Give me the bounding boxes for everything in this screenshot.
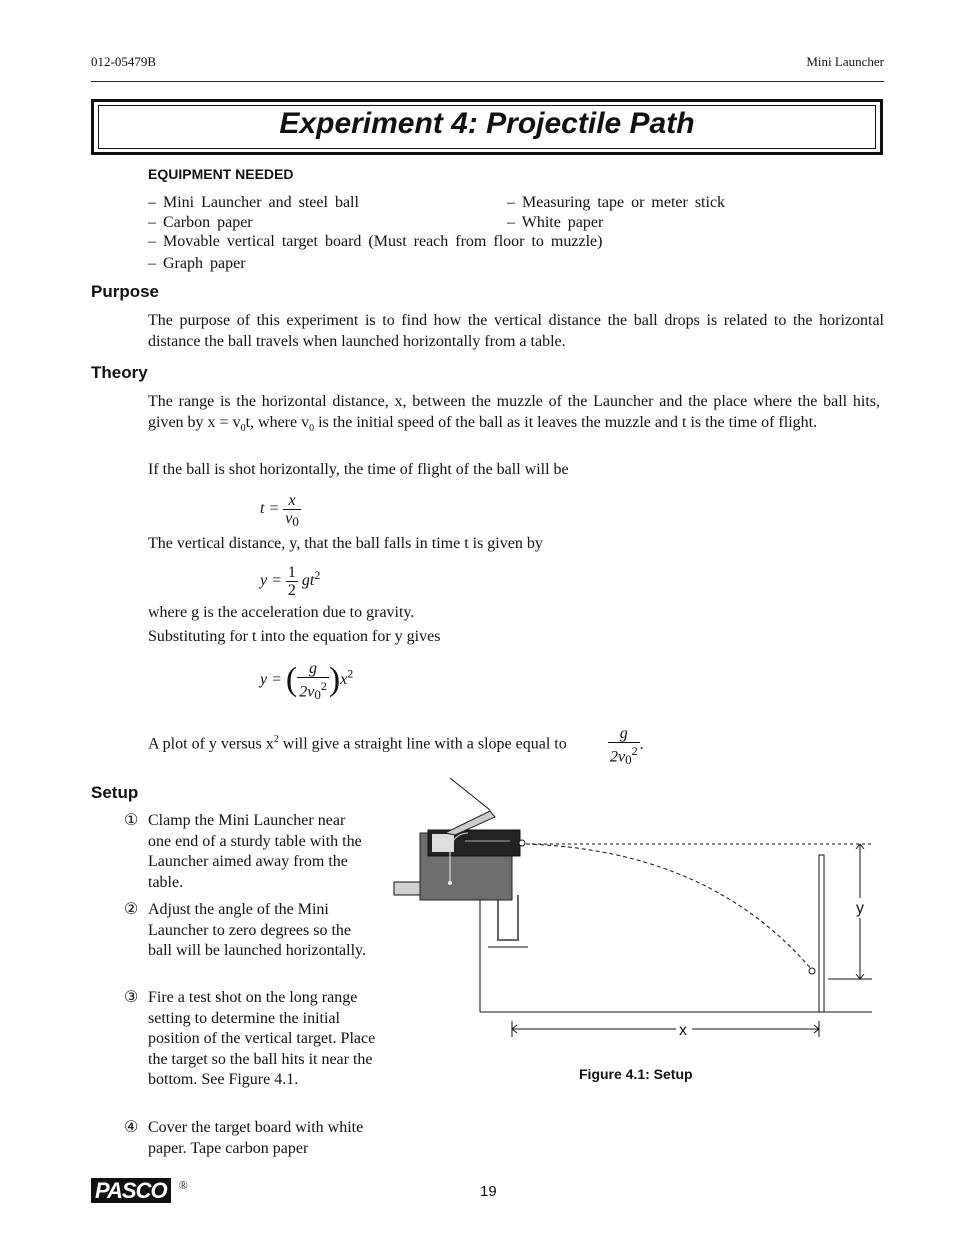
step-number: ③ [124,989,139,1006]
setup-figure [390,775,880,1050]
equation-term: x [340,670,348,688]
left-paren: ( [285,661,298,699]
fraction [608,725,640,768]
equipment-item: – Movable vertical target board (Must reach from floor to muzzle) [148,233,603,250]
setup-step [124,900,372,962]
step-text: Cover the target board with white paper. Tape carbon paper [148,1119,364,1157]
theory-paragraph-6 [148,730,567,755]
fraction [297,660,329,703]
equation-lhs: y = [260,572,282,590]
y-label: y [856,900,864,917]
equipment-item: – Graph paper [148,255,246,272]
setup-step [124,811,370,893]
theory-text: A plot of y versus x [148,735,274,753]
theory-paragraph-3: The vertical distance, y, that the ball falls in time t is given by [148,535,543,552]
theory-text: The range is the horizontal distance, x, between the muzzle of the Launcher and the place where the ball hits, given by x = v [148,393,880,431]
plumb-bob [448,881,452,885]
title-box [91,99,883,155]
equation-lhs: y = [260,670,282,688]
subscript: 0 [314,687,321,703]
equipment-item: – Mini Launcher and steel ball [148,194,359,211]
equation-drop [260,564,320,599]
denominator: 2v [610,748,626,766]
denominator: 2v [299,683,315,701]
superscript: 2 [273,734,279,745]
theory-text: will give a straight line with a slope equal to [278,735,567,753]
figure-caption: Figure 4.1: Setup [579,1066,693,1082]
theory-text: t, where v [245,413,310,431]
subscript: 0 [309,422,315,434]
logo-text: PASCO [91,1178,171,1203]
equipment-heading: EQUIPMENT NEEDED [148,166,294,182]
theory-paragraph-5: Substituting for t into the equation for y gives [148,628,441,645]
step-text: Adjust the angle of the Mini Launcher to zero degrees so the ball will be launched horizontally. [148,901,367,959]
step-number: ① [124,812,139,829]
equation-trajectory [260,660,354,703]
step-number: ④ [124,1119,139,1136]
step-text: Clamp the Mini Launcher near one end of a sturdy table with the Launcher aimed away from the table. [148,812,362,891]
superscript: 2 [314,567,321,582]
equipment-item: – Carbon paper [148,214,253,231]
equipment-item: – Measuring tape or meter stick [507,194,726,211]
theory-paragraph-2: If the ball is shot horizontally, the time of flight of the ball will be [148,461,569,478]
subscript: 0 [625,752,632,768]
launcher-label [432,834,454,852]
period: . [639,735,644,753]
equation-time [260,492,301,527]
superscript: 2 [320,679,327,693]
page-title: Experiment 4: Projectile Path [279,107,695,140]
target-board [819,855,824,1012]
step-text: Fire a test shot on the long range setting to determine the initial position of the vertical target. Place the target so the ball hits it near the bottom. See Figure 4.1. [148,989,376,1088]
theory-heading: Theory [91,363,148,382]
fraction [286,564,298,599]
denominator: v [285,510,293,527]
equation-term: gt [301,572,315,590]
superscript: 2 [631,744,638,758]
equipment-item: – White paper [507,214,604,231]
step-number: ② [124,901,139,918]
numerator: x [283,492,301,510]
setup-heading: Setup [91,783,139,802]
document-number: 012-05479B [91,54,156,69]
subscript: 0 [240,422,246,434]
fraction [283,492,301,527]
superscript: 2 [347,666,354,681]
product-name: Mini Launcher [806,54,884,69]
setup-step [124,1118,374,1159]
theory-paragraph-1 [148,392,880,439]
purpose-text: The purpose of this experiment is to find how the vertical distance the ball drops is related to the horizontal distance the ball travels when launched horizontally from a table. [148,312,884,350]
trajectory [526,844,812,970]
registered-mark: ® [178,1178,188,1192]
page-number: 19 [480,1183,497,1200]
numerator: 1 [287,564,296,581]
subscript: 0 [292,514,299,529]
header-rule [91,81,884,82]
x-label: x [679,1022,687,1039]
denominator: 2 [287,582,296,599]
ball-at-muzzle [519,840,525,846]
slope-fraction [608,725,644,768]
ball-at-target [809,968,815,974]
right-paren: ) [328,661,341,699]
clamp [498,895,518,940]
equation-lhs: t = [260,500,280,518]
theory-paragraph-4: where g is the acceleration due to gravity. [148,604,415,621]
numerator: g [608,725,640,743]
theory-text: is the initial speed of the ball as it leaves the muzzle and t is the time of flight. [314,413,818,431]
numerator: g [297,660,329,678]
purpose-heading: Purpose [91,282,160,301]
pasco-logo [91,1178,188,1204]
setup-step [124,988,376,1091]
pull-string [450,778,490,810]
